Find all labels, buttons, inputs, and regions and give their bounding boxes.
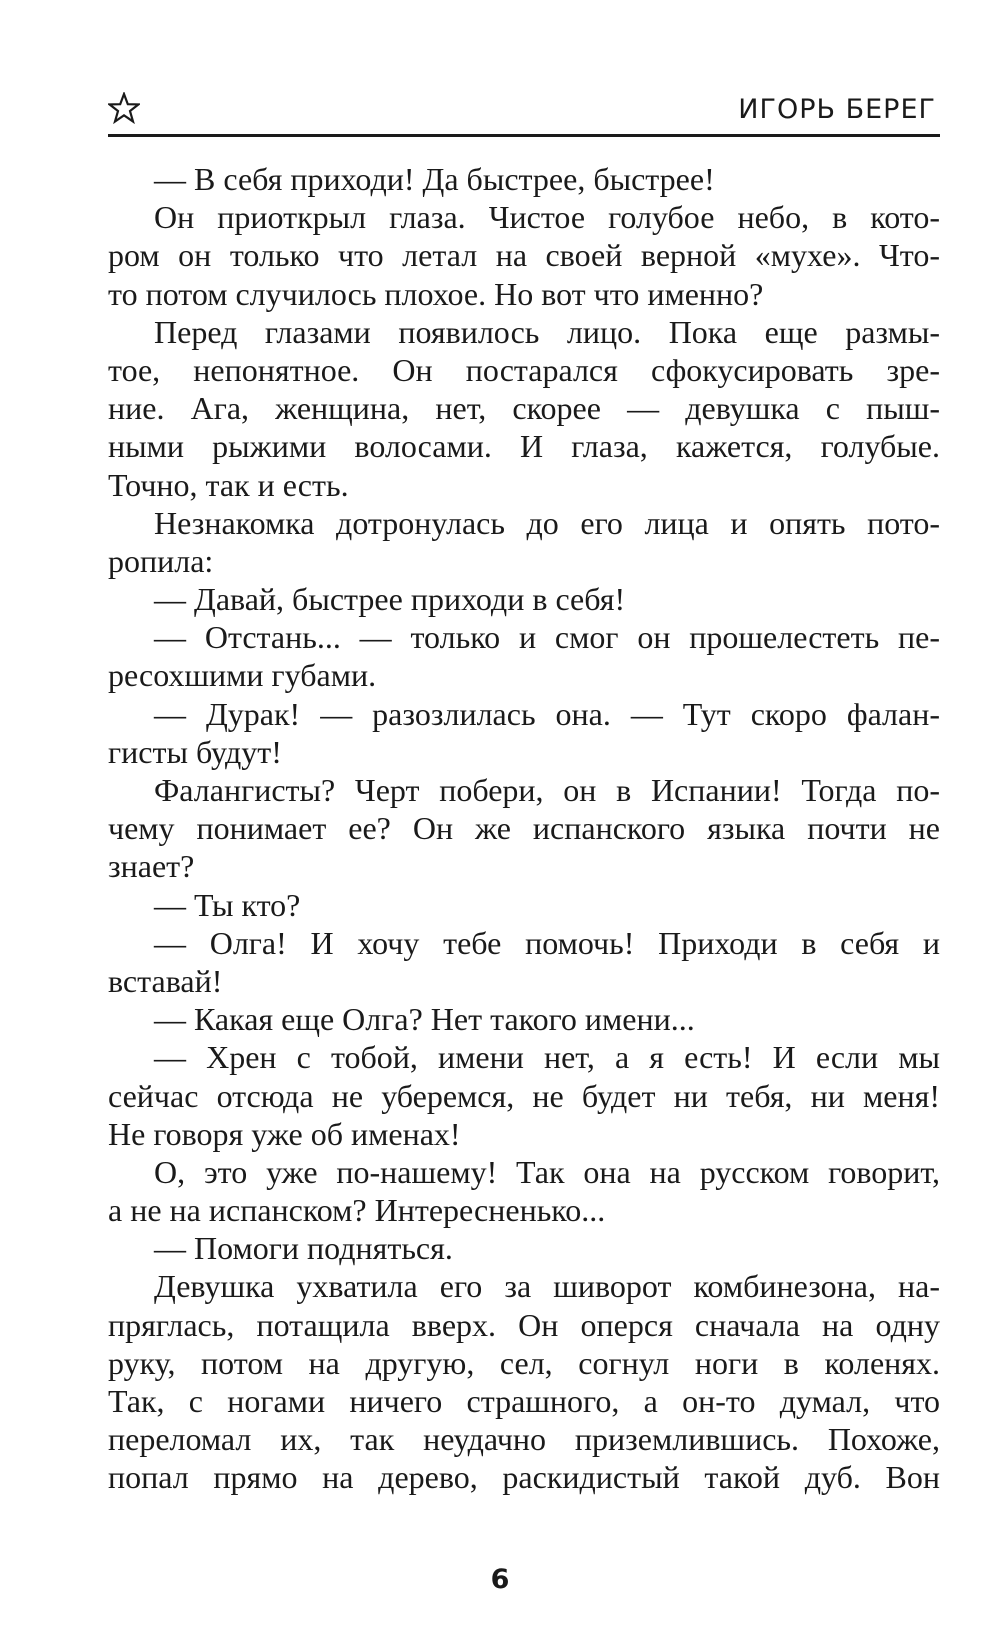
text-line: знает? <box>108 848 195 885</box>
text-line: попал прямо на дерево, раскидистый такой дуб. Вон <box>108 1459 940 1496</box>
text-line: — Хрен с тобой, имени нет, а я есть! И если мы <box>154 1039 940 1076</box>
text-line: ными рыжими волосами. И глаза, кажется, голубые. <box>108 428 940 465</box>
text-line: Не говоря уже об именах! <box>108 1115 461 1152</box>
running-header <box>108 88 940 140</box>
text-line: Незнакомка дотронулась до его лица и опять пото- <box>154 504 940 541</box>
text-line: Так, с ногами ничего страшного, а он-то думал, что <box>108 1383 940 1419</box>
text-line: ресохшими губами. <box>108 657 377 694</box>
text-line: — Давай, быстрее приходи в себя! <box>154 581 626 618</box>
text-line: О, это уже по-нашему! Так она на русском говорит, <box>154 1153 940 1190</box>
text-line: то потом случилось плохое. Но вот что именно? <box>108 275 764 312</box>
text-line: ние. Ага, женщина, нет, скорее — девушка с пыш- <box>108 390 940 427</box>
text-line: пряглась, потащила вверх. Он оперся сначала на одну <box>108 1306 940 1343</box>
page-number: 6 <box>490 1564 510 1595</box>
text-line: Перед глазами появилось лицо. Пока еще размы- <box>154 313 940 350</box>
text-line: сейчас отсюда не уберемся, не будет ни тебя, ни меня! <box>108 1077 940 1114</box>
text-line: руку, потом на другую, сел, согнул ноги в коленях. <box>108 1344 940 1381</box>
text-line: Фалангисты? Черт побери, он в Испании! Тогда по- <box>154 772 940 808</box>
header-rule <box>108 134 940 137</box>
text-line: — Помоги подняться. <box>154 1230 453 1267</box>
text-line: ром он только что летал на своей верной «мухе». Что- <box>108 237 940 274</box>
text-line: Он приоткрыл глаза. Чистое голубое небо, в кото- <box>154 199 940 236</box>
text-line: — В себя приходи! Да быстрее, быстрее! <box>154 161 715 197</box>
text-line: гисты будут! <box>108 733 282 770</box>
author-name: ИГОРЬ БЕРЕГ <box>738 94 936 125</box>
text-line: Девушка ухватила его за шиворот комбинезона, на- <box>154 1268 940 1305</box>
text-line: ропила: <box>108 542 214 579</box>
text-line: — Какая еще Олга? Нет такого имени... <box>154 1001 695 1038</box>
text-line: — Олга! И хочу тебе помочь! Приходи в себя и <box>154 924 940 961</box>
text-line: — Отстань... — только и смог он прошелестеть пе- <box>154 619 940 656</box>
text-line: — Ты кто? <box>154 886 301 923</box>
text-line: — Дурак! — разозлилась она. — Тут скоро фалан- <box>154 695 940 732</box>
text-line: чему понимает ее? Он же испанского языка почти не <box>108 810 940 847</box>
body-text <box>108 160 940 1497</box>
text-line: Точно, так и есть. <box>108 466 349 503</box>
text-line: переломал их, так неудачно приземлившись. Похоже, <box>108 1421 940 1458</box>
text-line: тое, непонятное. Он постарался сфокусировать зре- <box>108 351 940 388</box>
text-line: вставай! <box>108 962 223 999</box>
star-icon <box>108 92 140 124</box>
text-line: а не на испанском? Интересненько... <box>108 1192 606 1229</box>
